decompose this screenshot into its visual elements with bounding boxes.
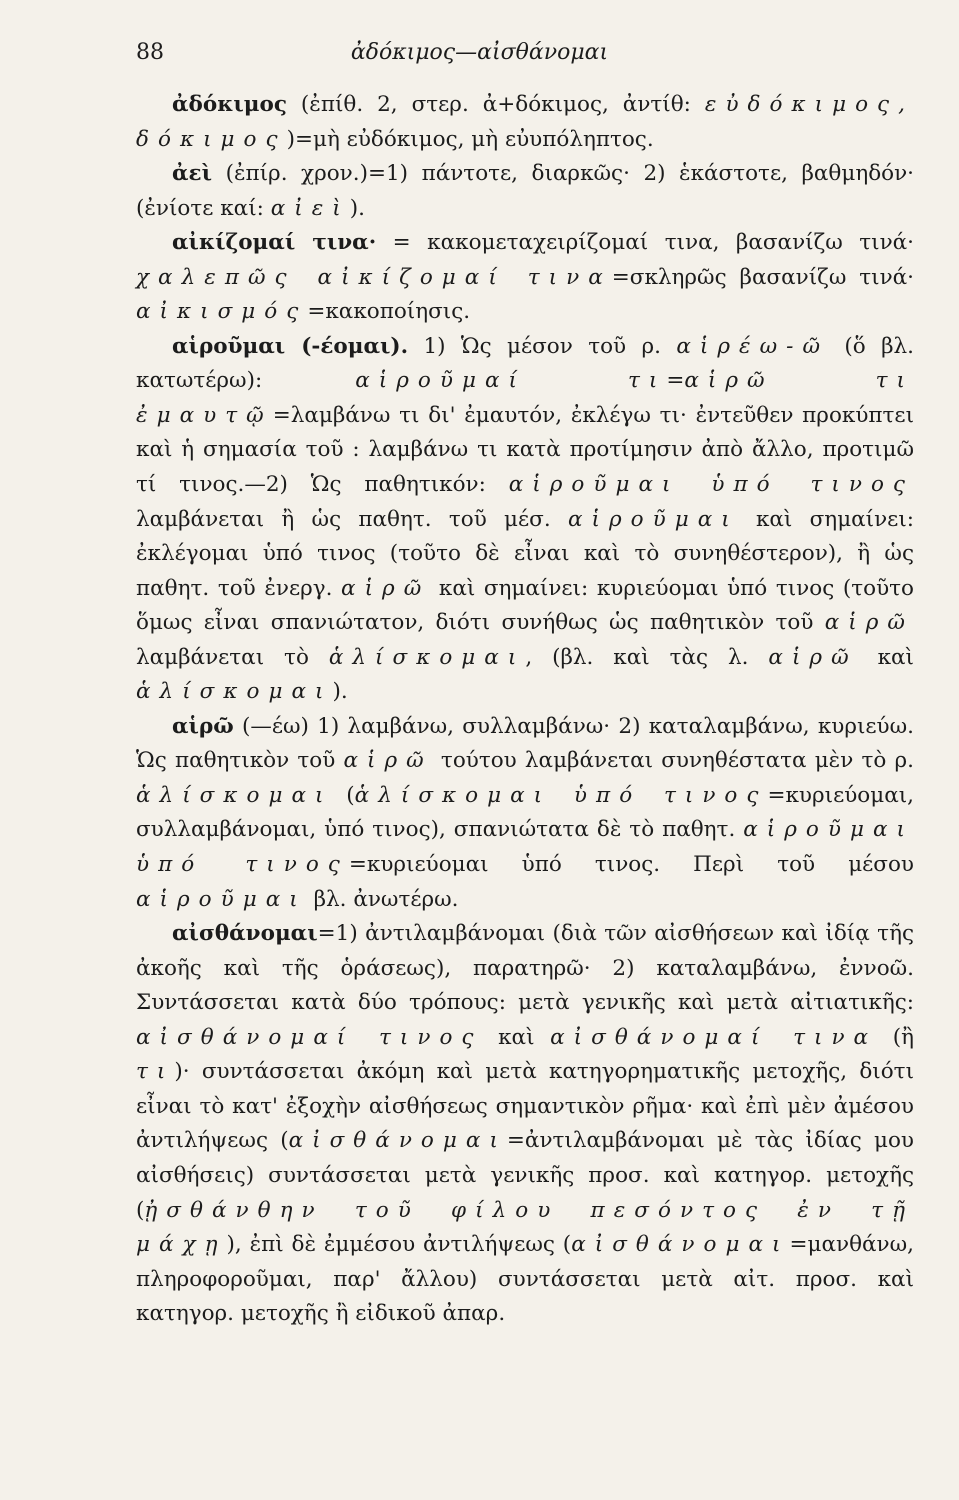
spaced-lemma: τι bbox=[136, 1059, 175, 1085]
headword: αἱρῶ bbox=[172, 713, 234, 739]
entry-text: καὶ bbox=[857, 644, 914, 670]
headword: αἰκίζομαί τινα· bbox=[172, 230, 377, 256]
spaced-lemma: αἱρῶ bbox=[343, 748, 433, 774]
spaced-lemma: ἁλίσκομαι ὑπό τινος bbox=[354, 782, 768, 808]
headword: ἀδόκιμος bbox=[172, 92, 287, 117]
dictionary-body bbox=[136, 88, 914, 1332]
entry-text: =ἀντιλαμβάνομαι μὲ τὰς ἰδίας μου αἰσθήσεις) συντάσσεται μετὰ γενικῆς προσ. καὶ κατηγορ. μετοχῆς ( bbox=[136, 1128, 914, 1223]
spaced-lemma: αἰσθάνομαι bbox=[571, 1232, 790, 1258]
spaced-lemma: αἱρῶ bbox=[341, 575, 431, 601]
entry-text: καὶ σημαίνει: κυριεύομαι ὑπό τινος (τοῦτο ὅμως εἶναι σπανιώτατον, διότι συνήθως ὡς παθητικὸν τοῦ bbox=[136, 575, 914, 636]
spaced-lemma: αἱρῶ bbox=[768, 644, 858, 670]
entry-text: =λαμβάνω τι δι' ἐμαυτόν, ἐκλέγω τι· ἐντεῦθεν προκύπτει καὶ ἡ σημασία τοῦ : λαμβάνω τι κατὰ προτίμησιν ἀπὸ ἄλλο, προτιμῶ τί τινος.—2) Ὡς παθητικόν: bbox=[136, 402, 914, 498]
entry-text: (ἐπίρ. χρον.)=1) πάντοτε, διαρκῶς· 2) ἑκάστοτε, βαθμηδόν· (ἐνίοτε καί: bbox=[136, 161, 914, 221]
spaced-lemma: αἰεὶ bbox=[270, 195, 350, 221]
entry-text: ( bbox=[332, 782, 355, 808]
headword: ἀεὶ bbox=[172, 161, 213, 187]
entry-text: (ὅ βλ. κατωτέρω): bbox=[136, 333, 914, 394]
entry-text: , (βλ. καὶ τὰς λ. bbox=[525, 644, 769, 670]
entry-aikizomai bbox=[136, 226, 914, 330]
spaced-lemma: ἁλίσκομαι bbox=[136, 782, 333, 808]
entry-adokimos bbox=[136, 88, 914, 157]
spaced-lemma: αἱροῦμαι ὑπό τινος bbox=[136, 817, 914, 878]
entry-text: (—έω) 1) λαμβάνω, συλλαμβάνω· 2) καταλαμβάνω, κυριεύω. Ὡς παθητικὸν τοῦ bbox=[136, 713, 914, 774]
entry-text: τούτου λαμβάνεται συνηθέστατα μὲν τὸ ρ. bbox=[432, 748, 914, 774]
running-head: ἀδόκιμος—αἰσθάνομαι bbox=[350, 40, 609, 65]
headword: αἰσθάνομαι bbox=[172, 921, 318, 947]
entry-text: =σκληρῶς βασανίζω τινά· bbox=[611, 264, 914, 290]
entry-text: ). bbox=[349, 195, 365, 221]
spaced-lemma: αἱρέω-ῶ bbox=[676, 333, 830, 359]
page-header bbox=[136, 40, 823, 72]
entry-text: =κακοποίησις. bbox=[307, 299, 471, 325]
entry-text: καὶ bbox=[482, 1024, 551, 1050]
entry-text: (ἢ bbox=[877, 1024, 914, 1050]
spaced-lemma: αἱροῦμαί τι bbox=[355, 368, 667, 394]
headword: αἱροῦμαι (-έομαι). bbox=[172, 333, 409, 359]
entry-text: 1) Ὡς μέσον τοῦ ρ. bbox=[408, 333, 677, 359]
entry-text: =κυριεύομαι, συλλαμβάνομαι, ὑπό τινος), σπανιώτατα δὲ τὸ παθητ. bbox=[136, 782, 914, 843]
spaced-lemma: αἱροῦμαι ὑπό τινος bbox=[508, 472, 914, 498]
spaced-lemma: χαλεπῶς αἰκίζομαί τινα bbox=[136, 264, 612, 290]
spaced-lemma: εὐδόκιμος, δόκιμος bbox=[136, 92, 914, 152]
entry-text: =1) ἀντιλαμβάνομαι (διὰ τῶν αἰσθήσεων καὶ ἰδίᾳ τῆς ἀκοῆς καὶ τῆς ὁράσεως), παρατηρῶ· 2) καταλαμβάνω, ἐννοῶ. Συντάσσεται κατὰ δύο τρόπους: μετὰ γενικῆς καὶ μετὰ αἰτιατικῆς: bbox=[136, 921, 914, 1016]
entry-text: )=μὴ εὐδόκιμος, μὴ εὐυπόληπτος. bbox=[286, 126, 654, 152]
spaced-lemma: ᾐσθάνθην τοῦ φίλου πεσόντος ἐν τῇ μάχῃ bbox=[136, 1197, 914, 1258]
entry-aei bbox=[136, 157, 914, 226]
entry-text: =μανθάνω, πληροφοροῦμαι, παρ' ἄλλου) συντάσσεται μετὰ αἰτ. προσ. καὶ κατηγορ. μετοχῆς ἢ εἰδικοῦ ἀπαρ. bbox=[136, 1232, 914, 1327]
entry-text: = bbox=[666, 368, 685, 394]
entry-text: (ἐπίθ. 2, στερ. ἀ+δόκιμος, ἀντίθ: bbox=[286, 92, 705, 117]
entry-text: ), ἐπὶ δὲ ἐμμέσου ἀντιλήψεως ( bbox=[226, 1232, 572, 1258]
entry-airo bbox=[136, 710, 914, 917]
entry-text: βλ. ἀνωτέρω. bbox=[306, 886, 459, 912]
entry-text: = κακομεταχειρίζομαί τινα, βασανίζω τινά· bbox=[376, 230, 914, 256]
spaced-lemma: αἰσθάνομαί τινος bbox=[136, 1024, 483, 1050]
spaced-lemma: ἁλίσκομαι bbox=[136, 679, 333, 705]
entry-aisthanomai bbox=[136, 917, 914, 1332]
entry-text: =κυριεύομαι ὑπό τινος. Περὶ τοῦ μέσου bbox=[348, 852, 914, 878]
entry-airoumai bbox=[136, 330, 914, 710]
spaced-lemma: ἁλίσκομαι bbox=[328, 644, 526, 670]
entry-text: λαμβάνεται τὸ bbox=[136, 644, 329, 670]
spaced-lemma: αἰσθάνομαί τινα bbox=[550, 1024, 878, 1050]
spaced-lemma: αἰκισμός bbox=[136, 299, 308, 325]
spaced-lemma: αἱροῦμαι bbox=[567, 506, 739, 532]
page-number: 88 bbox=[136, 40, 164, 65]
spaced-lemma: αἱρῶ τι ἐμαυτῷ bbox=[136, 368, 914, 428]
spaced-lemma: αἱροῦμαι bbox=[136, 886, 307, 912]
entry-text: καὶ σημαίνει: ἐκλέγομαι ὑπό τινος (τοῦτο δὲ εἶναι καὶ τὸ συνηθέστερον), ἢ ὡς παθητ. τοῦ ἐνεργ. bbox=[136, 506, 914, 601]
entry-text: ). bbox=[332, 679, 348, 705]
entry-text: λαμβάνεται ἢ ὡς παθητ. τοῦ μέσ. bbox=[136, 506, 568, 532]
spaced-lemma: αἰσθάνομαι bbox=[288, 1128, 507, 1154]
spaced-lemma: αἱρῶ bbox=[824, 610, 914, 636]
entry-text: )· συντάσσεται ἀκόμη καὶ μετὰ κατηγορηματικῆς μετοχῆς, διότι εἶναι τὸ κατ' ἐξοχὴν αἰσθήσεως σημαντικὸν ρῆμα· καὶ ἐπὶ μὲν ἀμέσου ἀντιλήψεως ( bbox=[136, 1059, 914, 1154]
